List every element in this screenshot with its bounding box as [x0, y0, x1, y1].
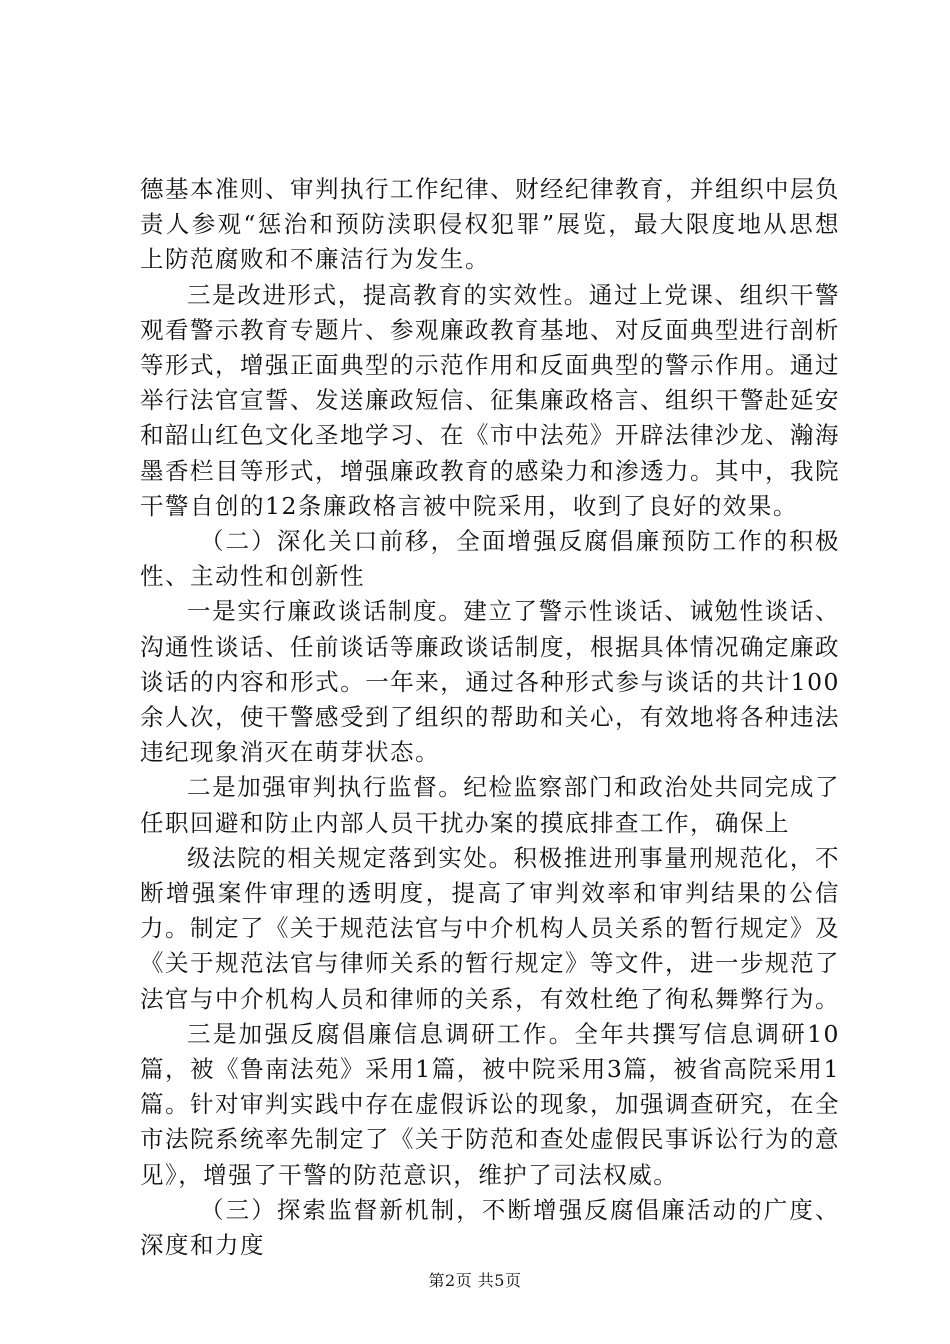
paragraph-ethics-education: 德基本准则、审判执行工作纪律、财经纪律教育，并组织中层负责人参观“惩治和预防渎职侵权犯罪”展览，最大限度地从思想上防范腐败和不廉洁行为发生。 [140, 175, 840, 274]
page-footer [0, 1268, 950, 1291]
paragraph-trial-supervision: 二是加强审判执行监督。纪检监察部门和政治处共同完成了任职回避和防止内部人员干扰办案的摸底排查工作，确保上 [140, 773, 840, 837]
paragraph-research-work: 三是加强反腐倡廉信息调研工作。全年共撰写信息调研10篇，被《鲁南法苑》采用1篇，被中院采用3篇，被省高院采用1篇。针对审判实践中存在虚假诉讼的现象，加强调查研究，在全市法院系统率先制定了《关于防范和查处虚假民事诉讼行为的意见》，增强了干警的防范意识，维护了司法权威。 [140, 1019, 840, 1189]
paragraph-improve-forms: 三是改进形式，提高教育的实效性。通过上党课、组织干警观看警示教育专题片、参观廉政教育基地、对反面典型进行剖析等形式，增强正面典型的示范作用和反面典型的警示作用。通过举行法官宣誓、发送廉政短信、征集廉政格言、组织干警赴延安和韶山红色文化圣地学习、在《市中法苑》开辟法律沙龙、瀚海墨香栏目等形式，增强廉政教育的感染力和渗透力。其中，我院干警自创的12条廉政格言被中院采用，收到了良好的效果。 [140, 280, 840, 520]
paragraph-integrity-talks: 一是实行廉政谈话制度。建立了警示性谈话、诫勉性谈话、沟通性谈话、任前谈话等廉政谈话制度，根据具体情况确定廉政谈话的内容和形式。一年来，通过各种形式参与谈话的共计100余人次，使干警感受到了组织的帮助和关心，有效地将各种违法违纪现象消灭在萌芽状态。 [140, 597, 840, 767]
page-number: 第2页 共5页 [428, 1271, 522, 1290]
section-heading-2: （二）深化关口前移，全面增强反腐倡廉预防工作的积极性、主动性和创新性 [140, 527, 840, 591]
document-body [140, 172, 840, 1263]
section-heading-3: （三）探索监督新机制，不断增强反腐倡廉活动的广度、深度和力度 [140, 1195, 840, 1260]
paragraph-trial-supervision-cont: 级法院的相关规定落到实处。积极推进刑事量刑规范化，不断增强案件审理的透明度，提高了审判效率和审判结果的公信力。制定了《关于规范法官与中介机构人员关系的暂行规定》及《关于规范法官与律师关系的暂行规定》等文件，进一步规范了法官与中介机构人员和律师的关系，有效杜绝了徇私舞弊行为。 [140, 843, 840, 1013]
